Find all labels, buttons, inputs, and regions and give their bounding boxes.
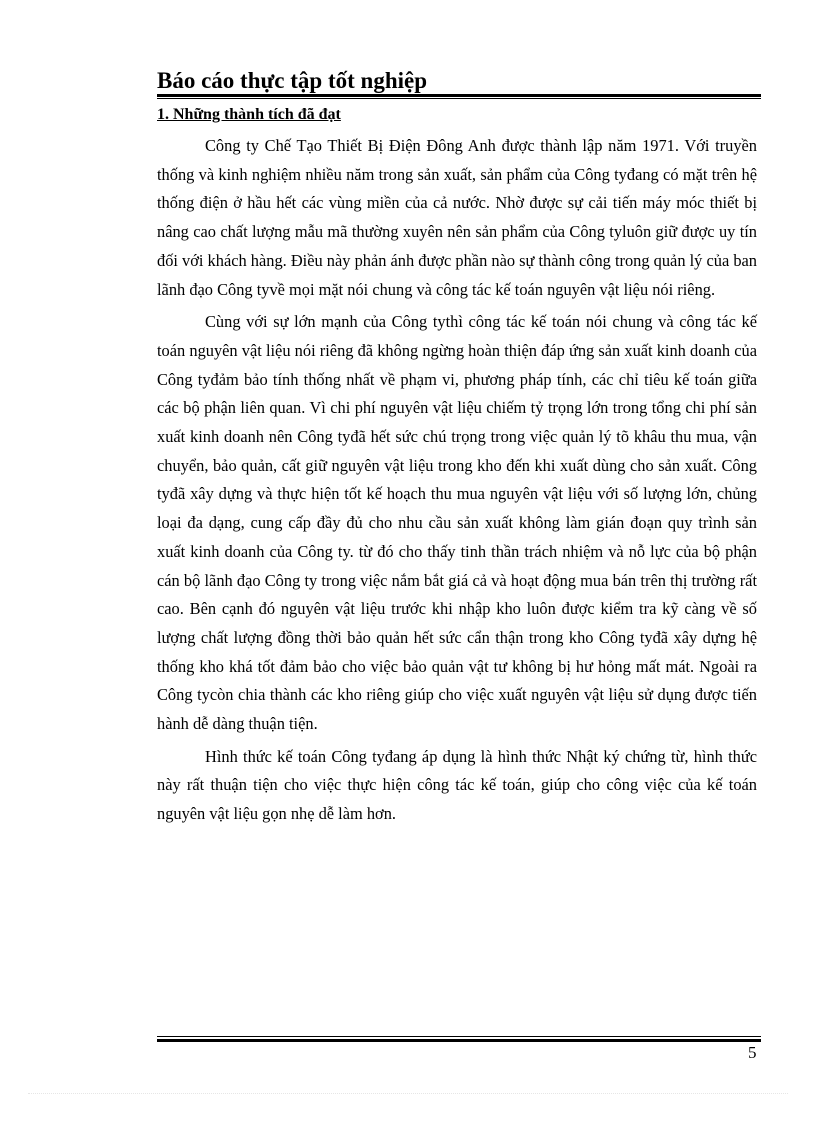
section-heading: 1. Những thành tích đã đạt bbox=[157, 106, 341, 123]
paragraph-1: Công ty Chế Tạo Thiết Bị Điện Đông Anh được thành lập năm 1971. Với truyền thống và kinh nghiệm nhiều năm trong sản xuất, sản phẩm của Công tyđang có mặt trên hệ thống điện ở hầu hết các vùng miền của cả nước. Nhờ được sự cải tiến máy móc thiết bị nâng cao chất lượng mẫu mã thường xuyên nên sản phẩm của Công tyluôn giữ được uy tín đối với khách hàng. Điều này phản ánh được phần nào sự thành công trong quản lý của ban lãnh đạo Công tyvề mọi mặt nói chung và công tác kế toán nguyên vật liệu nói riêng. bbox=[157, 136, 757, 299]
page-number: 5 bbox=[748, 1043, 757, 1062]
paragraph-3: Hình thức kế toán Công tyđang áp dụng là hình thức Nhật ký chứng từ, hình thức này rất thuận tiện cho việc thực hiện công tác kế toán, giúp cho công việc của kế toán nguyên vật liệu gọn nhẹ dễ làm hơn. bbox=[157, 746, 757, 824]
body-text bbox=[157, 132, 757, 833]
footer-double-rule bbox=[157, 1036, 761, 1042]
header-double-rule bbox=[157, 94, 761, 99]
paragraph-2: Cùng với sự lớn mạnh của Công tythì công tác kế toán nói chung và công tác kế toán nguyên vật liệu nói riêng đã không ngừng hoàn thiện đáp ứng sản xuất kinh doanh của Công tyđảm bảo tính thống nhất về phạm vi, phương pháp tính, các chỉ tiêu kế toán giữa các bộ phận liên quan. Vì chi phí nguyên vật liệu chiếm tỷ trọng lớn trong tổng chi phí sản xuất kinh doanh nên Công tyđã hết sức chú trọng trong việc quản lý tõ khâu thu mua, vận chuyển, bảo quản, cất giữ nguyên vật liệu trong kho đến khi xuất dùng cho sản xuất. Công tyđã xây dựng và thực hiện tốt kế hoạch thu mua nguyên vật liệu với số lượng lớn, chủng loại đa dạng, cung cấp đầy đủ cho nhu cầu sản xuất không làm gián đoạn quy trình sản xuất kinh doanh của Công ty. từ đó cho thấy tinh thần trách nhiệm và nỗ lực của bộ phận cán bộ lãnh đạo Công ty trong việc nắm bắt giá cả và hoạt động mua bán trên thị trường rất cao. Bên cạnh đó nguyên vật liệu trước khi nhập kho luôn được kiểm tra kỹ càng về số lượng chất lượng đồng thời bảo quản hết sức cẩn thận trong kho Công tyđã xây dựng hệ thống kho khá tốt đảm bảo cho việc bảo quản vật tư không bị hư hỏng mất mát. Ngoài ra Công tycòn chia thành các kho riêng giúp cho việc xuất nguyên vật liệu sử dụng được tiến hành dễ dàng thuận tiện. bbox=[157, 312, 757, 734]
page-edge-divider bbox=[28, 1093, 788, 1094]
report-header-title: Báo cáo thực tập tốt nghiệp bbox=[157, 68, 428, 93]
